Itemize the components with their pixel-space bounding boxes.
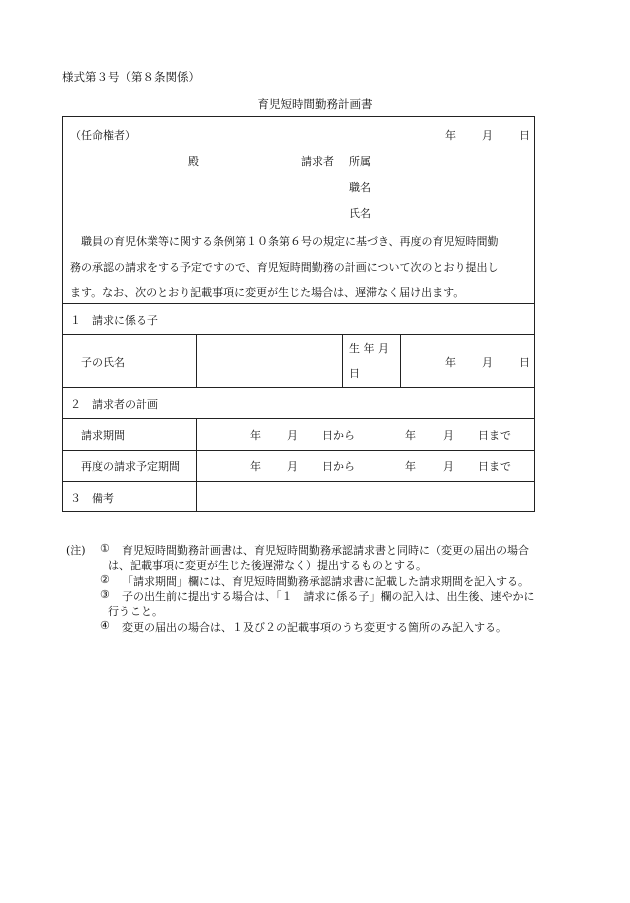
date-month-label: 月: [482, 129, 493, 142]
body-line-1: 職員の育児休業等に関する条例第１０条第６号の規定に基づき、再度の育児短時間勤: [81, 235, 499, 248]
rule-section1-top: [63, 303, 534, 304]
rule-period-divider: [196, 418, 197, 512]
name-label: 氏名: [349, 207, 371, 220]
note-3-line-1: 子の出生前に提出する場合は、「１ 請求に係る子」欄の記入は、出生後、速やかに: [122, 590, 535, 603]
note-3-line-2: 行うこと。: [108, 605, 163, 618]
section2-heading: ２ 請求者の計画: [70, 398, 158, 411]
renewal-to-month: 月: [443, 460, 454, 473]
note-marker-2: ②: [100, 573, 110, 586]
rule-birth-label-left: [342, 334, 343, 387]
rule-section3-top: [63, 481, 534, 482]
period-from-month: 月: [287, 429, 298, 442]
birth-date-label-line1: 生 年 月: [349, 342, 389, 355]
renewal-from-month: 月: [287, 460, 298, 473]
rule-period-row1: [63, 418, 534, 419]
renewal-from-day: 日から: [322, 460, 355, 473]
period-row-label: 請求期間: [81, 429, 125, 442]
date-year-label: 年: [445, 129, 456, 142]
renewal-period-row-label: 再度の請求予定期間: [81, 460, 180, 473]
birth-year-label: 年: [445, 356, 456, 369]
birth-date-label-line2: 日: [349, 367, 360, 380]
renewal-to-year: 年: [405, 460, 416, 473]
note-marker-1: ①: [100, 542, 110, 555]
body-line-2: 務の承認の請求をする予定ですので、育児短時間勤務の計画について次のとおり提出し: [70, 261, 499, 274]
affiliation-label: 所属: [349, 155, 371, 168]
birth-day-label: 日: [519, 356, 530, 369]
period-to-day: 日まで: [478, 429, 511, 442]
rule-section2-top: [63, 387, 534, 388]
position-label: 職名: [349, 181, 371, 194]
note-1-line-2: は、記載事項に変更が生じた後遅滞なく）提出するものとする。: [108, 559, 427, 572]
child-name-label: 子の氏名: [81, 356, 125, 369]
note-marker-3: ③: [100, 588, 110, 601]
form-number-label: 様式第３号（第８条関係）: [62, 70, 200, 84]
period-from-day: 日から: [322, 429, 355, 442]
note-marker-4: ④: [100, 619, 110, 632]
rule-section1-row: [63, 334, 534, 335]
section3-heading: ３ 備考: [70, 492, 114, 505]
rule-period-row2: [63, 450, 534, 451]
period-to-year: 年: [405, 429, 416, 442]
document-title: 育児短時間勤務計画書: [257, 97, 373, 111]
notes-prefix: (注): [66, 544, 86, 557]
plan-form-table: [62, 116, 535, 512]
rule-child-name-divider: [196, 334, 197, 387]
rule-birth-label-right: [400, 334, 401, 387]
note-1-line-1: 育児短時間勤務計画書は、育児短時間勤務承認請求書と同時に（変更の届出の場合: [122, 544, 529, 557]
appointer-label: （任命権者）: [70, 129, 136, 142]
date-day-label: 日: [519, 129, 530, 142]
birth-month-label: 月: [482, 356, 493, 369]
period-from-year: 年: [250, 429, 261, 442]
note-4-line-1: 変更の届出の場合は、１及び２の記載事項のうち変更する箇所のみ記入する。: [122, 621, 507, 634]
period-to-month: 月: [443, 429, 454, 442]
dono-label: 殿: [188, 155, 199, 168]
body-line-3: ます。なお、次のとおり記載事項に変更が生じた場合は、遅滞なく届け出ます。: [70, 286, 465, 299]
section1-heading: １ 請求に係る子: [70, 314, 158, 327]
renewal-from-year: 年: [250, 460, 261, 473]
renewal-to-day: 日まで: [478, 460, 511, 473]
note-2-line-1: 「請求期間」欄には、育児短時間勤務承認請求書に記載した請求期間を記入する。: [122, 575, 529, 588]
requester-label: 請求者: [301, 155, 334, 168]
